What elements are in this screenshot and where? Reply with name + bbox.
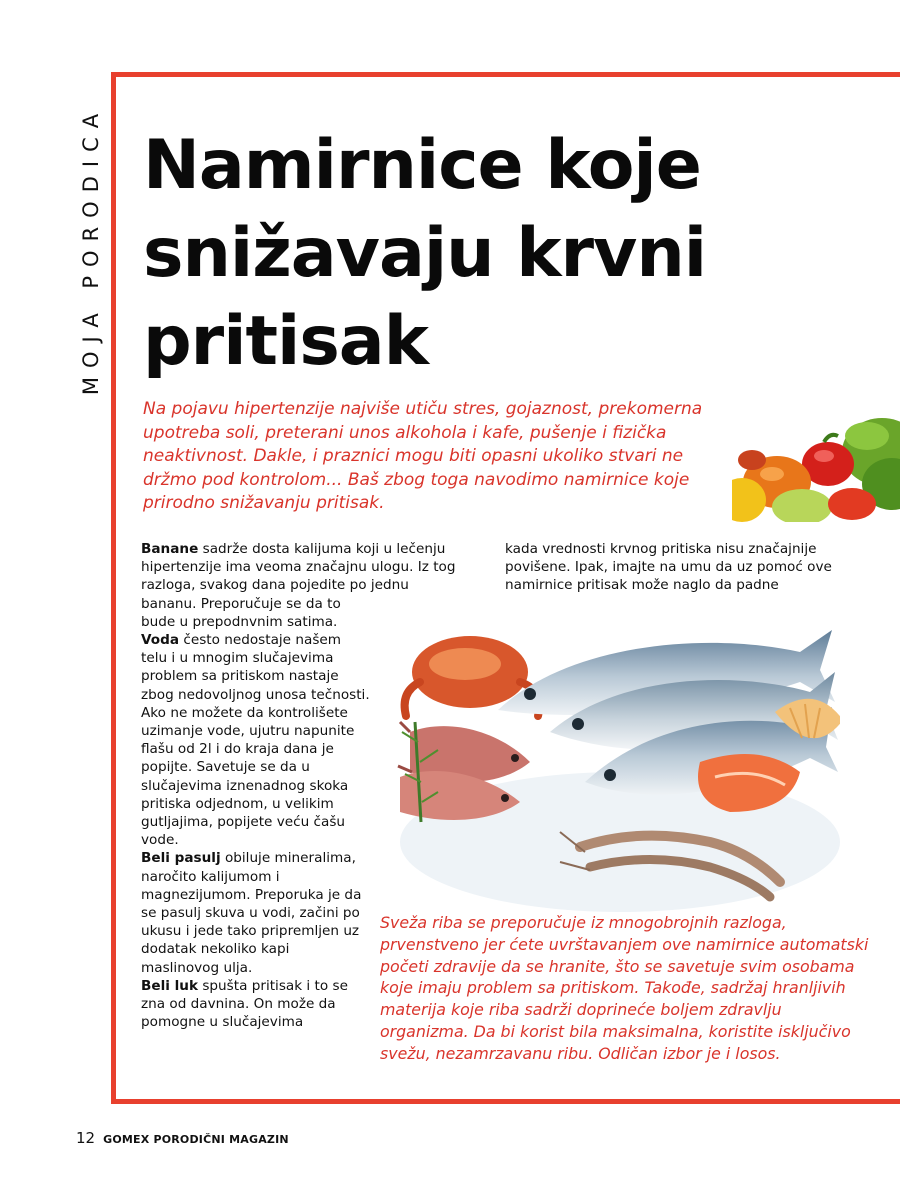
text-voda: često nedostaje našem telu i u mnogim slučajevima problem sa pritiskom nastaje zbog nedovoljnog unosa tečnosti. Ako ne možete da kontrolišete uzimanje vode, ujutru napunite flašu od 2l i do kraja dana je popijte. Savetuje se da u slučajevima iznenadnog skoka pritiska odjednom, u velikim gutljajima, popijete veću čašu vode.	[141, 632, 370, 849]
paragraph-banane-cont: bananu. Preporučuje se da to bude u prepodnvnim satima.	[141, 595, 341, 630]
section-label: MOJA PORODICA	[79, 104, 103, 396]
page-number: 12	[76, 1129, 96, 1147]
term-banane: Banane	[141, 541, 199, 557]
page-footer	[76, 1128, 289, 1147]
article-lead: Na pojavu hipertenzije najviše utiču stres, gojaznost, prekomerna upotreba soli, preterani unos alkohola i kafe, pušenje i fizička neaktivnost. Dakle, i praznici mogu biti opasni ukoliko stvari ne držmo pod kontrolom... Baš zbog toga navodimo namirnice koje prirodno snižavanju pritisak.	[143, 399, 703, 514]
term-pasulj: Beli pasulj	[141, 850, 221, 867]
article-title: Namirnice koje snižavaju krvni pritisak	[143, 126, 707, 381]
text-pasulj: obiluje mineralima, naročito kalijumom i magnezijumom. Preporuka je da se pasulj skuva u vodi, začini po ukusu i jede tako pripremljen uz dodatak nekoliko kapi maslinovog ulja.	[141, 850, 362, 976]
seafood-caption: Sveža riba se preporučuje iz mnogobrojnih razloga, prvenstveno jer ćete uvrštavanjem ove namirnice automatski početi zdravije da se hranite, što se savetuje svim osobama koje imaju problem sa pritiskom. Takođe, sadržaj hranljivih materija koje riba sadrži doprineće boljem zdravlju organizma. Da bi korist bila maksimalna, koristite isključivo svežu, nezamrzavanu ribu. Odličan izbor je i losos.	[380, 913, 869, 1063]
magazine-name: GOMEX PORODIČNI MAGAZIN	[103, 1133, 289, 1146]
term-voda: Voda	[141, 632, 180, 649]
paragraph-banane	[141, 540, 466, 595]
vegetables-photo	[732, 392, 900, 522]
text-banane-a: sadrže dosta kalijuma koji u lečenju hipertenzije ima veoma značajnu ulogu. Iz tog razloga, svakog dana pojedite po jednu	[141, 541, 456, 594]
body-right-column: kada vrednosti krvnog pritiska nisu značajnije povišene. Ipak, imajte na umu da uz pomoć ove namirnice pritisak može naglo da padne	[505, 541, 832, 594]
term-luk: Beli luk	[141, 977, 199, 994]
text-luk: spušta pritisak i to se zna od davnina. On može da pomogne u slučajevima	[141, 977, 348, 1031]
paragraph-pasulj	[141, 849, 371, 976]
seafood-photo	[380, 612, 840, 912]
paragraph-luk	[141, 977, 371, 1032]
body-left-column	[141, 540, 456, 1031]
paragraph-voda	[141, 631, 371, 849]
